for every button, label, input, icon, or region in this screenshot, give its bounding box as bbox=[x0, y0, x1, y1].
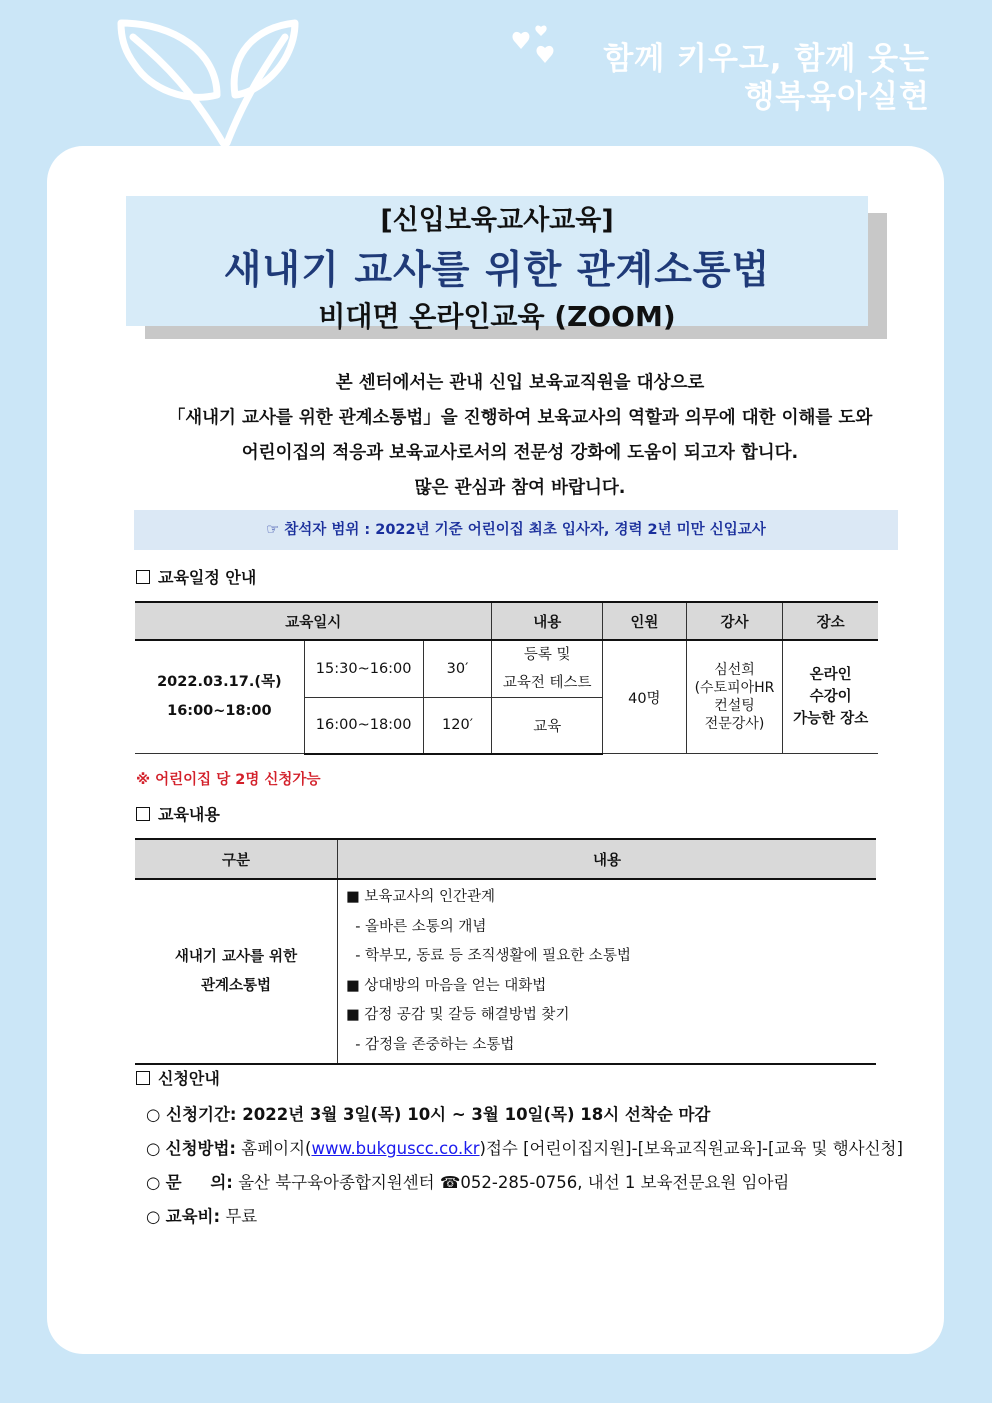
title-third: 비대면 온라인교육 (ZOOM) bbox=[318, 300, 676, 333]
intro-line: 어린이집의 적응과 보육교사로서의 전문성 강화에 도움이 되고자 합니다. bbox=[241, 443, 799, 463]
place-cell bbox=[783, 640, 878, 754]
bullet-circle-icon: ○ bbox=[146, 1207, 161, 1226]
content-item: ■ 감정 공감 및 갈등 해결방법 찾기 bbox=[346, 1007, 570, 1023]
contact-label: 문 의: bbox=[165, 1173, 233, 1192]
instructor-line: (수토피아HR bbox=[694, 680, 775, 696]
method-label: 신청방법: bbox=[165, 1139, 237, 1158]
intro-line: 많은 관심과 참여 바랍니다. bbox=[414, 478, 626, 498]
row-time: 15:30~16:00 bbox=[304, 640, 423, 698]
row-content-line: 교육전 테스트 bbox=[502, 675, 592, 691]
method-prefix: 홈페이지( bbox=[241, 1139, 312, 1158]
apply-fee-row bbox=[146, 1200, 903, 1234]
hearts-icon bbox=[505, 22, 565, 72]
checkbox-square-icon bbox=[136, 570, 150, 584]
bullet-circle-icon: ○ bbox=[146, 1105, 161, 1124]
fee-value: 무료 bbox=[225, 1207, 258, 1226]
contact-value: 울산 북구육아종합지원센터 ☎052-285-0756, 내선 1 보육전문요원 임아림 bbox=[238, 1173, 790, 1192]
checkbox-square-icon bbox=[136, 1071, 150, 1085]
category-line: 관계소통법 bbox=[200, 977, 272, 994]
note-text: ※ 어린이집 당 2명 신청가능 bbox=[136, 772, 321, 788]
apply-method-row bbox=[146, 1132, 903, 1166]
content-item: - 올바른 소통의 개념 bbox=[346, 918, 487, 935]
schedule-date-cell bbox=[135, 640, 304, 754]
checkbox-square-icon bbox=[136, 807, 150, 821]
place-line: 수강이 bbox=[809, 689, 852, 705]
place-line: 가능한 장소 bbox=[793, 711, 869, 727]
instructor-line: 컨설팅 bbox=[714, 698, 755, 714]
category-line: 새내기 교사를 위한 bbox=[174, 948, 298, 965]
instructor-line: 심선희 bbox=[714, 662, 755, 678]
section-title-text: 신청안내 bbox=[158, 1069, 220, 1088]
slogan bbox=[603, 40, 930, 116]
content-table bbox=[135, 838, 876, 1065]
intro-line: 「새내기 교사를 위한 관계소통법」을 진행하여 보육교사의 역할과 의무에 대한 이해를 도와 bbox=[167, 408, 873, 428]
period-value: 2022년 3월 3일(목) 10시 ~ 3월 10일(목) 18시 선착순 마감 bbox=[242, 1105, 711, 1124]
header-content: 내용 bbox=[492, 602, 603, 640]
place-line: 온라인 bbox=[809, 667, 852, 683]
row-content bbox=[492, 640, 603, 698]
row-duration: 120′ bbox=[423, 698, 492, 754]
content-item: - 학부모, 동료 등 조직생활에 필요한 소통법 bbox=[346, 948, 631, 964]
header-people: 인원 bbox=[602, 602, 686, 640]
title-main: 새내기 교사를 위한 관계소통법 bbox=[223, 248, 771, 293]
header-category: 구분 bbox=[135, 839, 338, 879]
apply-contact-row bbox=[146, 1166, 903, 1200]
intro-text bbox=[130, 366, 910, 506]
header-place: 장소 bbox=[783, 602, 878, 640]
intro-line: 본 센터에서는 관내 신입 보육교직원을 대상으로 bbox=[335, 373, 705, 393]
content-items-cell bbox=[338, 879, 877, 1064]
schedule-table bbox=[135, 601, 878, 755]
header-instructor: 강사 bbox=[686, 602, 783, 640]
schedule-time: 16:00~18:00 bbox=[167, 703, 272, 719]
section-title-text: 교육일정 안내 bbox=[158, 568, 257, 587]
category-cell bbox=[135, 879, 338, 1064]
row-duration: 30′ bbox=[423, 640, 492, 698]
period-label: 신청기간: bbox=[166, 1105, 237, 1124]
fee-label: 교육비: bbox=[165, 1207, 221, 1226]
content-section-title bbox=[136, 802, 220, 825]
header-content: 내용 bbox=[338, 839, 877, 879]
header-datetime: 교육일시 bbox=[135, 602, 492, 640]
bullet-circle-icon: ○ bbox=[146, 1139, 161, 1158]
content-item: ■ 상대방의 마음을 얻는 대화법 bbox=[346, 977, 547, 994]
instructor-cell bbox=[686, 640, 783, 754]
people-cell: 40명 bbox=[602, 640, 686, 754]
row-time: 16:00~18:00 bbox=[304, 698, 423, 754]
slogan-line2: 행복육아실현 bbox=[744, 79, 930, 115]
slogan-line1: 함께 키우고, 함께 웃는 bbox=[603, 41, 930, 77]
schedule-section-title bbox=[136, 565, 256, 588]
content-item: - 감정을 존중하는 소통법 bbox=[346, 1036, 515, 1053]
leaf-icon bbox=[105, 15, 315, 150]
apply-period-row bbox=[146, 1098, 903, 1132]
content-item: ■ 보육교사의 인간관계 bbox=[346, 889, 495, 905]
row-content: 교육 bbox=[492, 698, 603, 754]
schedule-date: 2022.03.17.(목) bbox=[157, 674, 282, 690]
method-suffix: )접수 [어린이집지원]-[보육교직원교육]-[교육 및 행사신청] bbox=[479, 1139, 903, 1158]
instructor-line: 전문강사) bbox=[704, 716, 765, 732]
homepage-link[interactable]: www.bukguscc.co.kr bbox=[311, 1139, 480, 1158]
participants-box: ☞ 참석자 범위 : 2022년 기준 어린이집 최초 입사자, 경력 2년 미만 신입교사 bbox=[134, 510, 898, 550]
apply-info bbox=[146, 1098, 903, 1234]
section-title-text: 교육내용 bbox=[158, 805, 220, 824]
title-sub: [신입보육교사교육] bbox=[380, 205, 614, 236]
row-content-line: 등록 및 bbox=[523, 647, 571, 663]
apply-section-title bbox=[136, 1066, 220, 1089]
bullet-circle-icon: ○ bbox=[146, 1173, 161, 1192]
title-box bbox=[126, 196, 868, 333]
